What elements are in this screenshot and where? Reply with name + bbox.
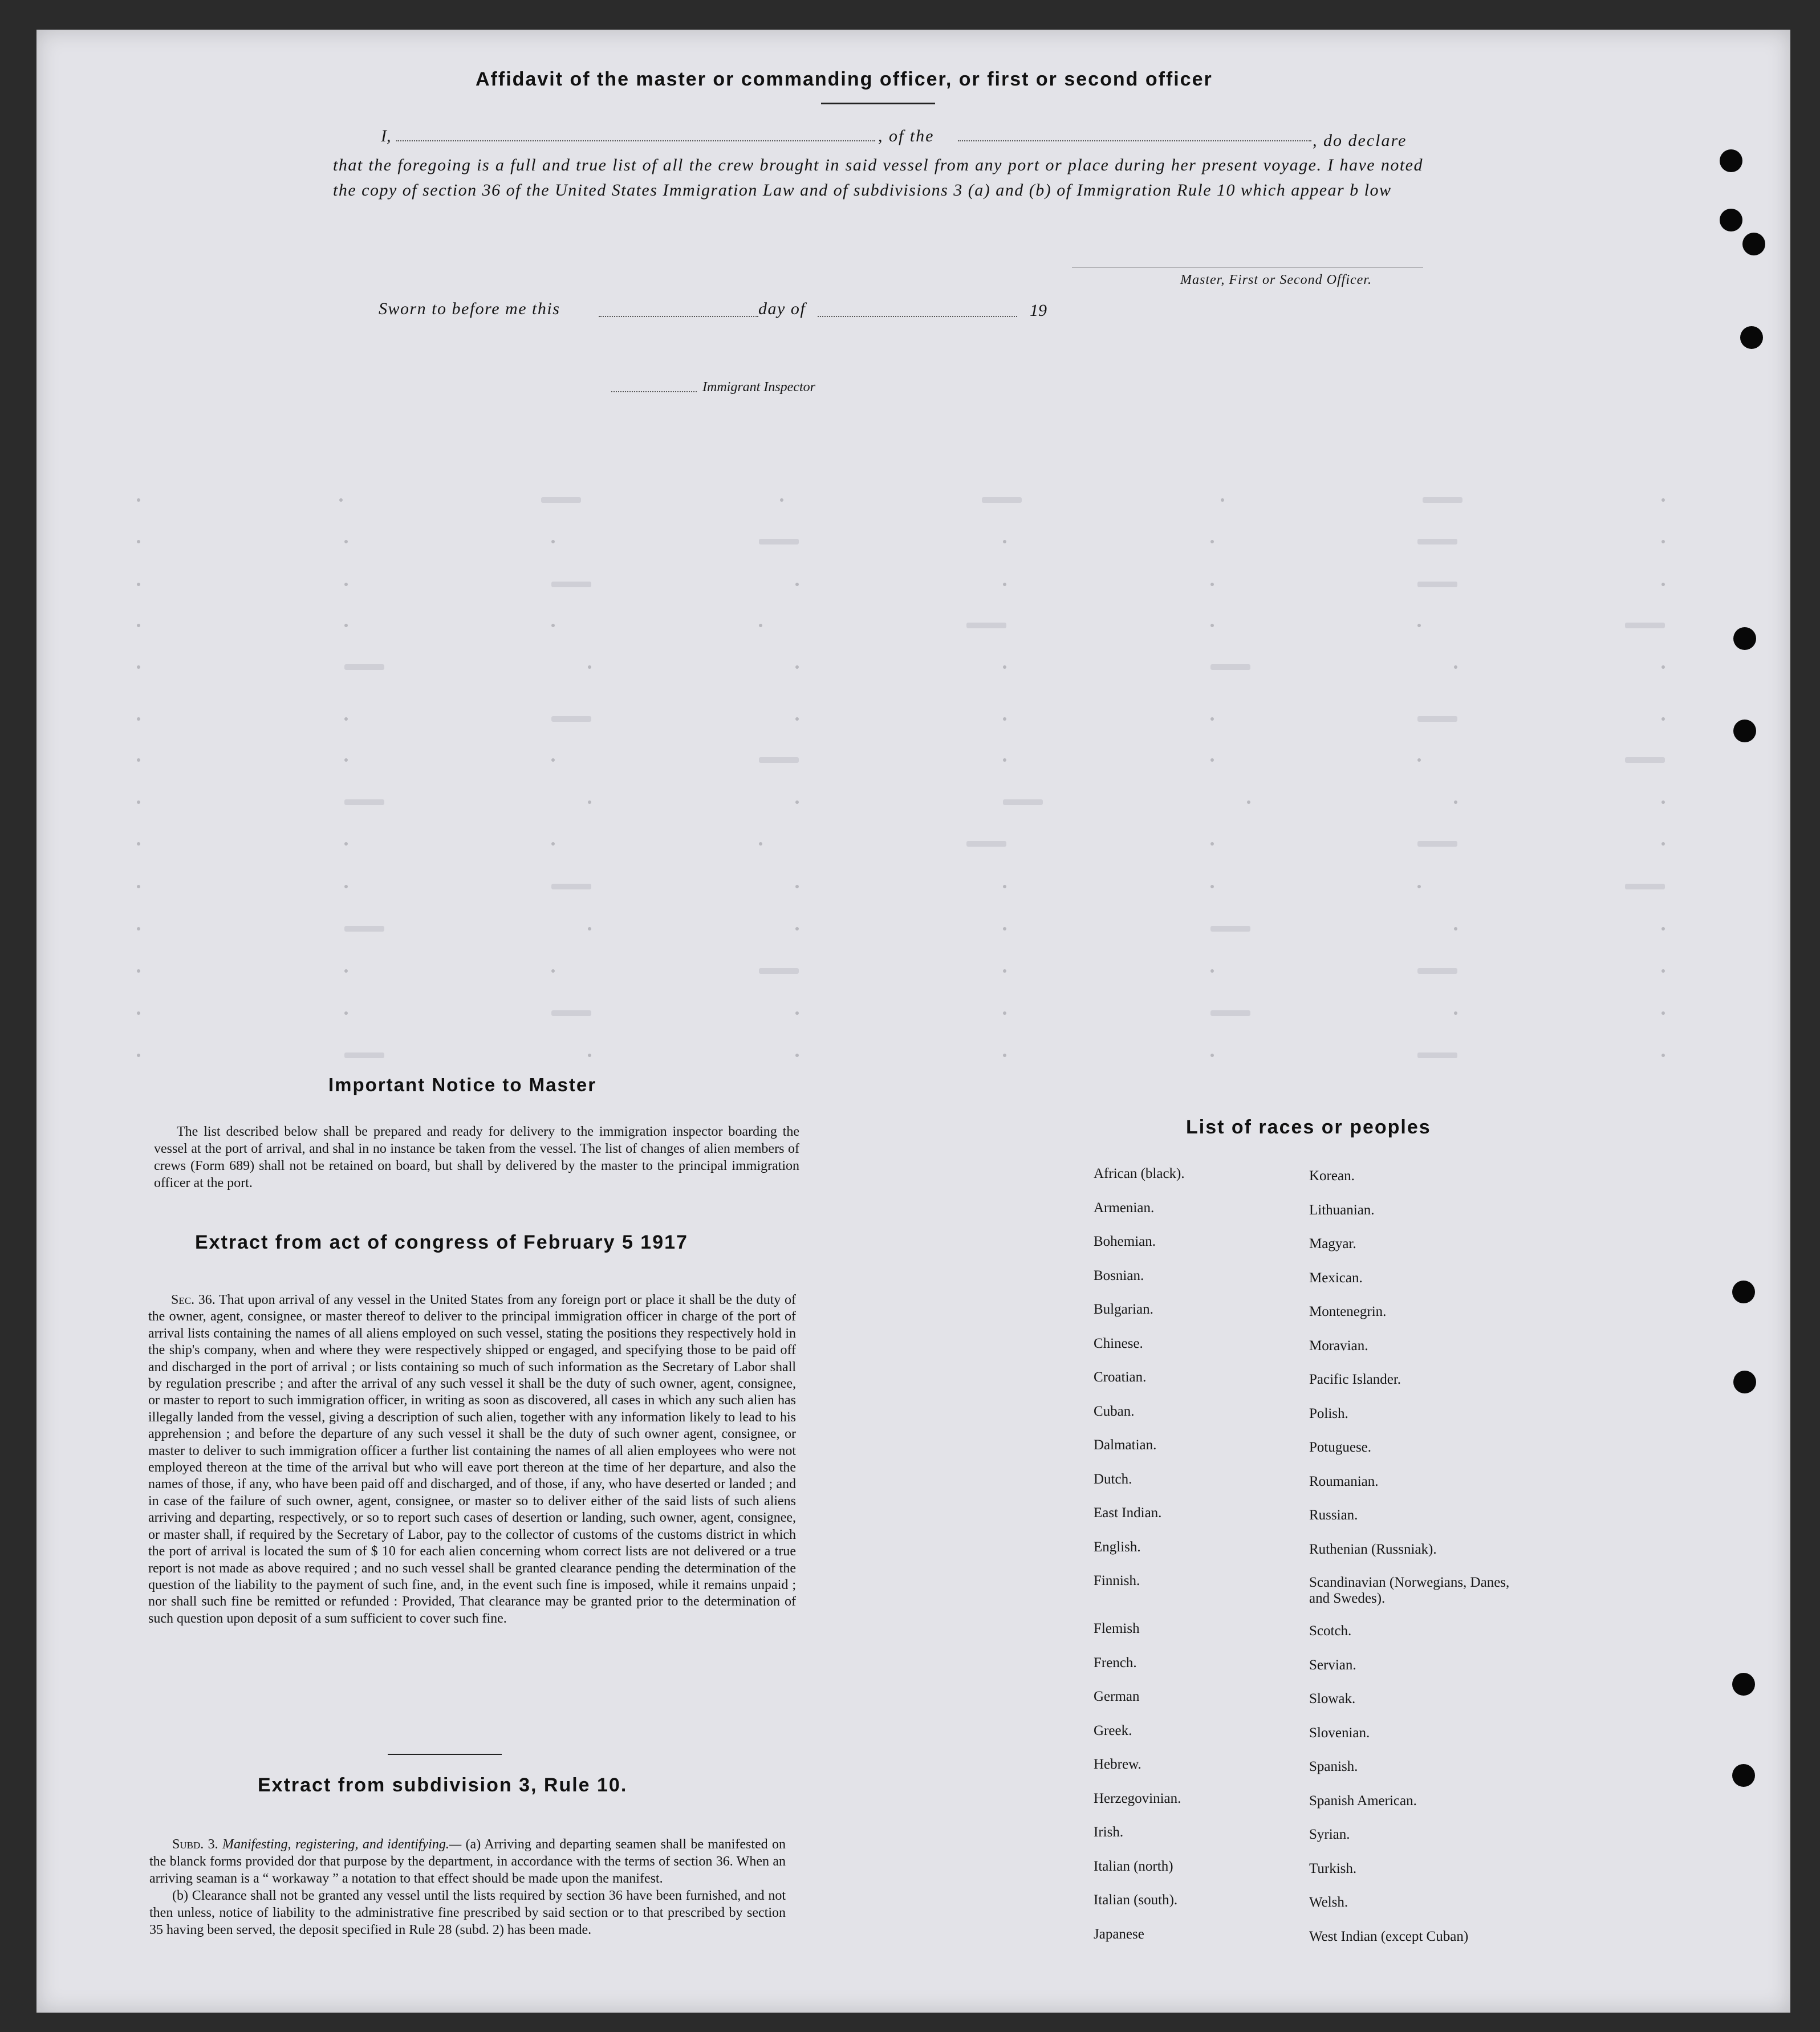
race-item: Magyar. [1309,1236,1356,1251]
signature-caption: Master, First or Second Officer. [1180,273,1372,287]
punch-hole [1742,233,1765,255]
races-left-column [1094,1165,1287,1960]
name-blank [396,140,875,141]
races-heading: List of races or peoples [1186,1116,1431,1138]
affidavit-heading: Affidavit of the master or commanding officer, or first or second officer [476,68,1213,90]
sworn-label: Sworn to before me this [379,299,560,318]
subd-3-label: Subd. 3. [172,1837,218,1852]
race-item: Montenegrin. [1309,1304,1387,1319]
race-item: Bosnian. [1094,1267,1144,1283]
race-item: Spanish American. [1309,1793,1417,1809]
race-item: Armenian. [1094,1200,1155,1216]
race-item: Slovenian. [1309,1725,1370,1741]
section-divider [388,1754,502,1755]
race-item: Syrian. [1309,1827,1350,1842]
race-item: Chinese. [1094,1335,1143,1351]
race-item: English. [1094,1539,1141,1555]
extract-rule-heading: Extract from subdivision 3, Rule 10. [258,1774,628,1796]
races-right-column [1309,1168,1514,1962]
race-item: German [1094,1689,1140,1704]
sec-36-label: Sec. 36. [171,1293,216,1307]
race-item: Greek. [1094,1722,1132,1738]
month-blank [818,316,1017,317]
declaration-text: that the foregoing is a full and true list of all the crew brought in said vessel from any port or place during her present voyage. I have noted the copy of section 36 of the United States Immigration Law and of subdivisions 3 (a) and (b) of Immigration Rule 10 which appear b low [333,156,1423,200]
of-the-label: , of the [878,127,935,145]
race-item: Mexican. [1309,1270,1363,1286]
race-item: Roumanian. [1309,1473,1379,1489]
punch-hole [1733,1371,1756,1393]
punch-hole [1732,1764,1755,1787]
punch-hole [1733,627,1756,650]
subd-3-para-b: (b) Clearance shall not be granted any vessel until the lists required by section 36 have been furnished, and not then unless, notice of liability to the administrative fine prescribed by said section or to that prescribed by section 35 having been served, the deposit specified in Rule 28 (subd. 2) has been made. [149,1888,786,1937]
race-item: Korean. [1309,1168,1355,1184]
race-item: Bohemian. [1094,1234,1156,1249]
race-item: Servian. [1309,1657,1356,1673]
punch-hole [1740,326,1763,349]
race-item: Spanish. [1309,1759,1358,1774]
extract-act-heading: Extract from act of congress of February 5 1917 [195,1232,688,1253]
day-of-label: day of [758,299,806,318]
race-item: Cuban. [1094,1403,1135,1419]
important-notice-heading: Important Notice to Master [328,1074,597,1095]
race-item: Irish. [1094,1824,1124,1840]
race-item: Italian (north) [1094,1858,1173,1874]
inspector-caption: Immigrant Inspector [702,380,815,395]
punch-hole [1732,1281,1755,1303]
race-item: Pacific Islander. [1309,1372,1401,1387]
important-notice-text: The list described below shall be prepared and ready for delivery to the immigration inspector boarding the vessel at the port of arrival, and shal in no instance be taken from the vessel. The list of changes of alien members of crews (Form 689) shall not be retained on board, but shall by delivered by the master to the principal immigration officer at the port. [154,1124,799,1190]
race-item: Japanese [1094,1926,1144,1942]
race-item: West Indian (except Cuban) [1309,1928,1469,1944]
race-item: Slowak. [1309,1691,1356,1706]
race-item: Potuguese. [1309,1440,1372,1455]
race-item: Ruthenian (Russniak). [1309,1541,1437,1557]
race-item: Hebrew. [1094,1757,1141,1772]
subd-3-para-a: (a) Arriving and departing seamen shall be manifested on the blanck forms provided dor that purpose by the department, in accordance with the terms of section 36. When an arriving seaman is a “ workaway ” a notation to that effect should be made upon the manifest. [149,1837,786,1886]
race-item: Bulgarian. [1094,1302,1153,1317]
race-item: Welsh. [1309,1895,1348,1910]
race-item: Italian (south). [1094,1892,1178,1908]
punch-hole [1733,720,1756,742]
vessel-blank [958,140,1311,141]
sec-36-text: That upon arrival of any vessel in the United States from any foreign port or place it shall be the duty of the owner, agent, consignee, or master thereof to deliver to the principal immigration officer in charge of the port of arrival lists containing the names of all aliens employed on such vessel, stating the positions they respectively hold in the ship's company, when and where they were respectively shipped or engaged, and specifying those to be paid off and discharged in the port of arrival ; or lists containing so much of such information as the Secretary of Labor shall by regulation prescribe ; and after the arrival of any such vessel it shall be the duty of such owner, agent, consignee, or master to report to such immigration officer, in writing as soon as discovered, all cases in which any such alien has illegally landed from the vessel, giving a description of such alien, together with any information likely to lead to his apprehension ; and before the departure of any such vessel it shall be the duty of such owner agent, consignee, or master to deliver to such immigration officer a further list containing the names of all alien employees who were not employed thereon at the time of the arrival but who will eave port thereon at the time of her departure, and also the names of those, if any, who have been paid off and discharged, and of those, if any, who have deserted or landed ; and in case of the failure of such owner, agent, consignee, or master so to deliver either of the said lists of such aliens arriving and departing, respectively, or so to report such cases of desertion or landing, such owner, agent, consignee, or master shall, if required by the Secretary of Labor, pay to the collector of customs of the customs district in which the port of arrival is located the sum of $ 10 for each alien concerning whom correct lists are not delivered or a true report is not made as above required ; and no such vessel shall be granted clearance pending the determination of the question of the liability to the payment of such fine, and, in the event such fine is imposed, while it remains unpaid ; nor shall such fine be remitted or refunded : Provided, That clearance may be granted prior to the determination of such question upon deposit of a sum sufficient to cover such fine. [148,1293,796,1626]
year-label: 19 [1030,301,1047,320]
race-item: Dalmatian. [1094,1437,1157,1453]
race-item: East Indian. [1094,1505,1162,1521]
race-item: Scotch. [1309,1623,1352,1639]
i-label: I, [381,127,391,145]
race-item: Polish. [1309,1405,1348,1421]
race-item: Finnish. [1094,1573,1140,1588]
race-item: Croatian. [1094,1369,1147,1385]
day-blank [599,316,758,317]
race-item: Dutch. [1094,1471,1132,1487]
punch-hole [1732,1673,1755,1696]
race-item: Herzegovinian. [1094,1790,1181,1806]
do-declare-label: , do declare [1313,131,1407,150]
subd-3-title: Manifesting, registering, and identifying.— [222,1837,462,1852]
race-item: Turkish. [1309,1860,1357,1876]
race-item: Moravian. [1309,1338,1368,1354]
extract-rule-body [149,1836,786,1938]
race-item: Russian. [1309,1507,1358,1523]
extract-act-body [148,1292,796,1627]
punch-hole [1720,149,1742,172]
inspector-line [611,391,697,392]
race-item: Lithuanian. [1309,1202,1375,1218]
punch-hole [1720,209,1742,231]
race-item: French. [1094,1655,1137,1671]
race-item: Scandinavian (Norwegians, Danes, and Swedes). [1309,1575,1510,1606]
race-item: African (black). [1094,1166,1185,1181]
race-item: Flemish [1094,1621,1140,1636]
heading-underline [821,103,935,104]
